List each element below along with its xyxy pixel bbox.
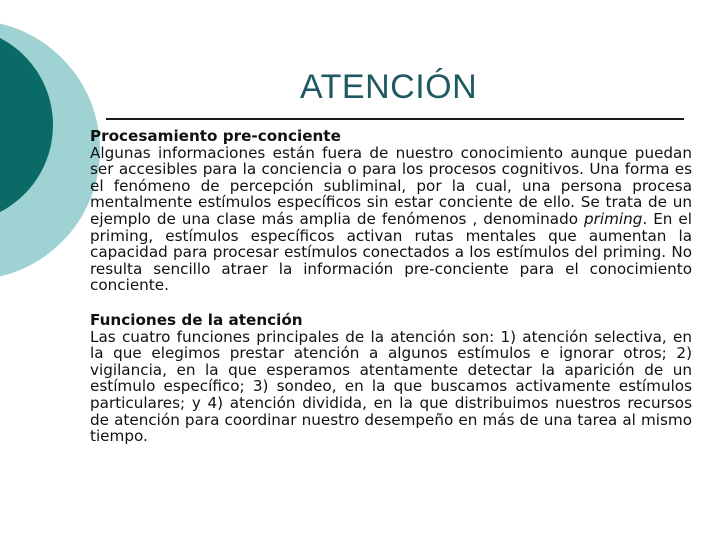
section-body: Las cuatro funciones principales de la atención son: 1) atención selectiva, en la que elegimos prestar atención a algunos estímulos e ignorar otros; 2) vigilancia, en la que esperamos atentamente detectar la aparición de un estímulo específico; 3) sondeo, en la que buscamos activamente estímulos particulares; y 4) atención dividida, en la que distribuimos nuestros recursos de atención para coordinar nuestro desempeño en más de una tarea al mismo tiempo.	[90, 327, 692, 446]
section-heading: Funciones de la atención	[90, 310, 303, 329]
section-attention-functions	[90, 312, 692, 445]
body-text-italic: priming	[584, 209, 643, 228]
title-underline	[106, 118, 684, 120]
body-text-start: Algunas informaciones están fuera de nuestro conocimiento aunque puedan ser accesibles para la conciencia o para los procesos cognitivos. Una forma es el fenómeno de percepción subliminal, por la cual, una persona procesa mentalmente estímulos específicos sin estar conciente de ello. Se trata de un ejemplo de una clase más amplia de fenómenos , denominado	[90, 143, 692, 228]
section-body	[90, 145, 692, 294]
slide-content	[90, 128, 692, 445]
slide-title: ATENCIÓN	[300, 68, 478, 106]
body-text-end: . En el priming, estímulos específicos activan rutas mentales que aumentan la capacidad para procesar estímulos conectados a los estímulos del priming. No resulta sencillo atraer la información pre-conciente para el conocimiento conciente.	[90, 209, 692, 295]
section-heading: Procesamiento pre-conciente	[90, 127, 341, 145]
section-preconscious-processing	[90, 128, 692, 294]
